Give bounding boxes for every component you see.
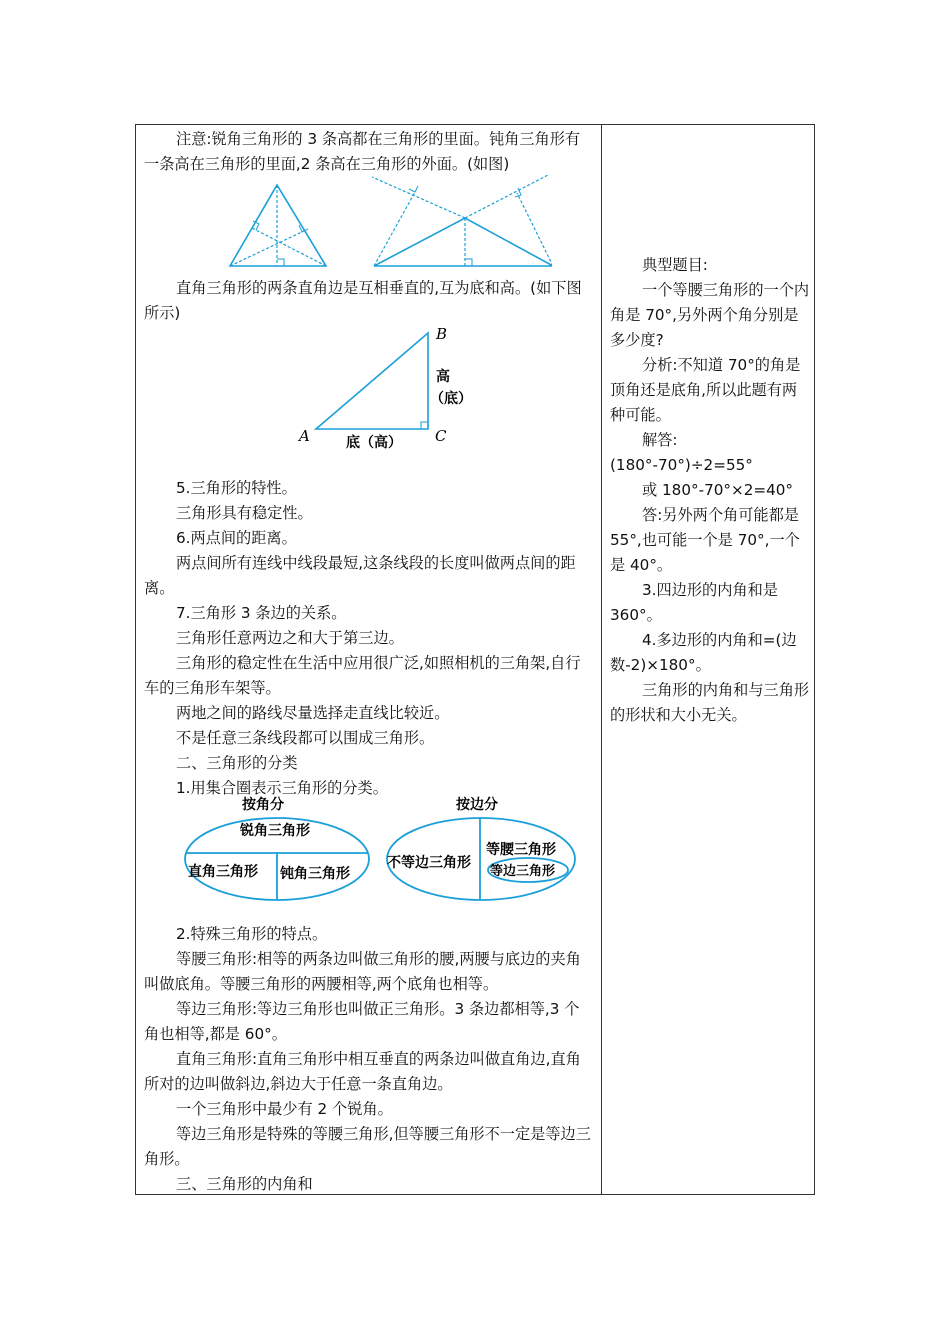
list-item: 三角形具有稳定性。 — [176, 504, 313, 522]
example-analysis: 分析:不知道 70°的角是顶角还是底角,所以此题有两种可能。 — [610, 356, 801, 424]
obtuse-label: 钝角三角形 — [280, 866, 350, 882]
right-column — [610, 253, 810, 728]
example-answer: 答:另外两个角可能都是 55°,也可能一个是 70°,一个是 40°。 — [610, 506, 800, 574]
vertex-b-label: B — [436, 325, 448, 343]
example-title: 典型题目: — [642, 256, 708, 274]
note-paragraph: 注意:锐角三角形的 3 条高都在三角形的里面。钝角三角形有一条高在三角形的里面,2 条高在三角形的外面。(如图) — [144, 130, 581, 173]
list-item: 5.三角形的特性。 — [176, 479, 297, 497]
list-item: 等边三角形是特殊的等腰三角形,但等腰三角形不一定是等边三角形。 — [144, 1125, 591, 1168]
isosceles-label: 等腰三角形 — [486, 842, 556, 858]
list-item: 两点间所有连线中线段最短,这条线段的长度叫做两点间的距离。 — [144, 554, 576, 597]
content-table — [135, 124, 815, 1195]
right-triangle-paragraph: 直角三角形的两条直角边是互相垂直的,互为底和高。(如下图所示) — [144, 279, 582, 322]
vertex-a-label: A — [299, 427, 310, 445]
list-item: 直角三角形:直角三角形中相互垂直的两条边叫做直角边,直角所对的边叫做斜边,斜边大于任意一条直角边。 — [144, 1050, 581, 1093]
triangle-heights-figure — [222, 175, 552, 270]
list-item: 三、三角形的内角和 — [176, 1175, 313, 1193]
by-side-title: 按边分 — [456, 797, 498, 813]
acute-label: 锐角三角形 — [240, 823, 310, 839]
obtuse-triangle-shape — [374, 218, 552, 266]
classification-diagram — [180, 793, 600, 905]
example-solution-alt: 或 180°-70°×2=40° — [642, 481, 794, 499]
list-item: 1.用集合圈表示三角形的分类。 — [176, 779, 388, 797]
acute-triangle-shape — [230, 185, 326, 266]
height-label: 高 — [436, 369, 450, 385]
vertex-c-label: C — [435, 427, 447, 445]
example-solution: 解答:(180°-70°)÷2=55° — [610, 431, 753, 474]
list-item: 不是任意三条线段都可以围成三角形。 — [176, 729, 435, 747]
base-label: 底（高） — [346, 435, 402, 451]
list-item: 7.三角形 3 条边的关系。 — [176, 604, 347, 622]
quadrilateral-rule: 3.四边形的内角和是 360°。 — [610, 581, 778, 624]
list-item: 三角形的稳定性在生活中应用很广泛,如照相机的三角架,自行车的三角形车架等。 — [144, 654, 581, 697]
polygon-rule: 4.多边形的内角和=(边数-2)×180°。 — [610, 631, 797, 674]
column-divider — [601, 125, 602, 1194]
right-triangle-shape — [316, 333, 428, 429]
list-item: 两地之间的路线尽量选择走直线比较近。 — [176, 704, 450, 722]
example-question: 一个等腰三角形的一个内角是 70°,另外两个角分别是多少度? — [610, 281, 810, 349]
list-item: 一个三角形中最少有 2 个锐角。 — [176, 1100, 393, 1118]
list-item: 三角形任意两边之和大于第三边。 — [176, 629, 404, 647]
list-item: 等腰三角形:相等的两条边叫做三角形的腰,两腰与底边的夹角叫做底角。等腰三角形的两腰相等,两个底角也相等。 — [144, 950, 581, 993]
list-item: 2.特殊三角形的特点。 — [176, 925, 328, 943]
items-block-2 — [144, 922, 594, 1197]
angle-sum-note: 三角形的内角和与三角形的形状和大小无关。 — [610, 681, 810, 724]
right-triangle-figure — [294, 323, 494, 455]
list-item: 等边三角形:等边三角形也叫做正三角形。3 条边都相等,3 个角也相等,都是 60°。 — [144, 1000, 580, 1043]
list-item: 二、三角形的分类 — [176, 754, 298, 772]
right-label: 直角三角形 — [188, 864, 258, 880]
height-sub-label: （底） — [430, 391, 472, 407]
list-item: 6.两点间的距离。 — [176, 529, 297, 547]
items-block-1 — [144, 476, 594, 801]
by-angle-title: 按角分 — [242, 797, 284, 813]
scalene-label: 不等边三角形 — [387, 855, 471, 871]
equilateral-label: 等边三角形 — [490, 864, 556, 879]
